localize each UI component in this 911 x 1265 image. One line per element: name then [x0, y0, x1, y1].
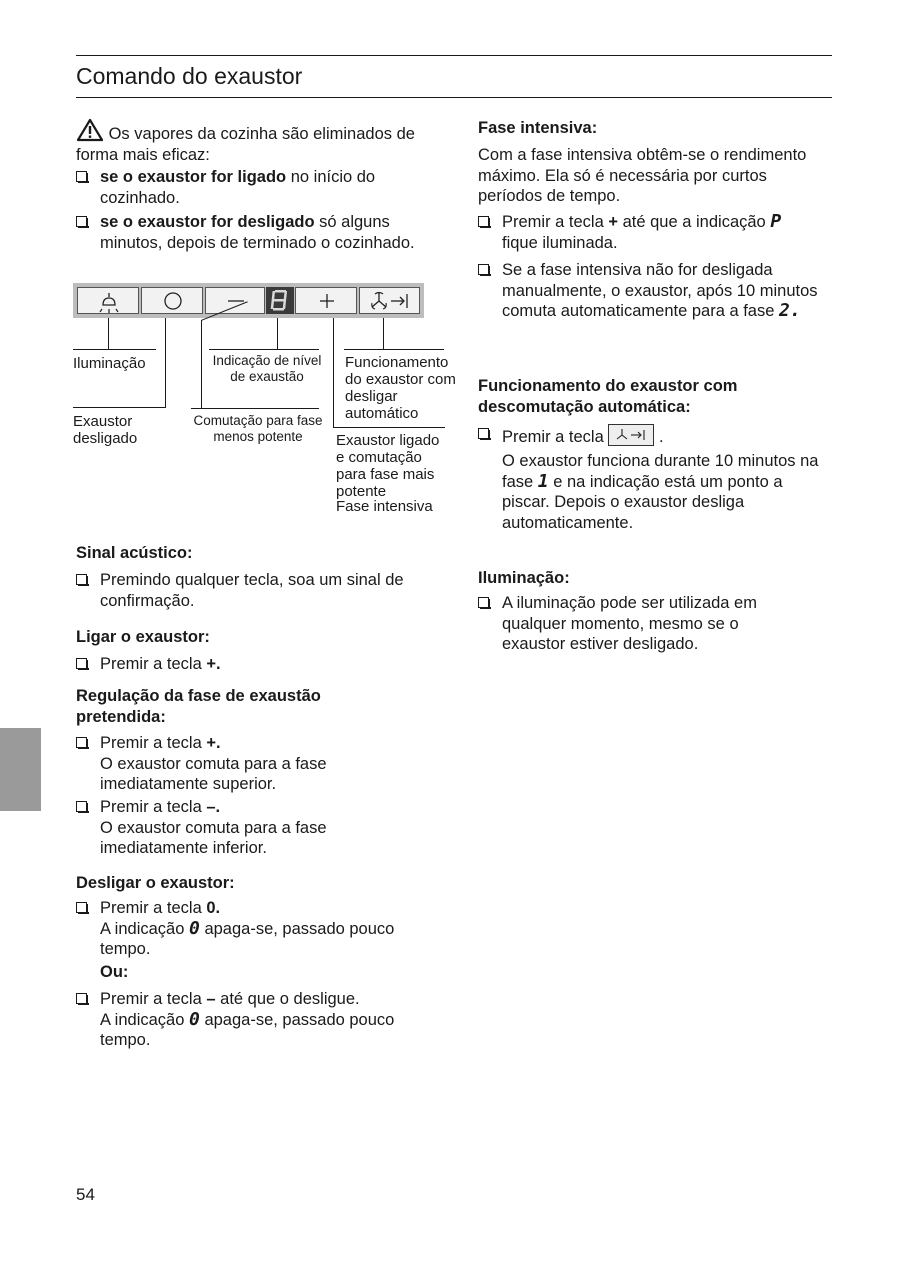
checkbox-bullet-icon	[76, 574, 87, 585]
leader-line	[209, 349, 319, 350]
checkbox-bullet-icon	[478, 597, 489, 608]
leader-line	[333, 427, 445, 428]
plus-icon	[296, 288, 358, 315]
checkbox-bullet-icon	[478, 264, 489, 275]
checkbox-bullet-icon	[478, 428, 489, 439]
auto-off-key	[359, 287, 420, 314]
leader-line	[73, 349, 156, 350]
checkbox-bullet-icon	[76, 216, 87, 227]
fan-timer-icon	[360, 288, 421, 315]
checkbox-bullet-icon	[478, 216, 489, 227]
lamp-icon	[78, 288, 140, 315]
control-panel-diagram	[73, 283, 424, 318]
or-label: Ou:	[100, 963, 129, 981]
auto-paragraph: O exaustor funciona durante 10 minutos na fase 1 e na indicação está um ponto a piscar. Depois o exaustor desliga automaticamente.	[502, 452, 819, 532]
label-auto-off: Funcionamento do exaustor com desligar automático	[345, 354, 456, 422]
intensive-paragraph: Com a fase intensiva obtêm-se o rendimento máximo. Ela só é necessária por curtos períodos de tempo.	[478, 146, 807, 205]
warning-intro: Os vapores da cozinha são eliminados de forma mais eficaz:	[76, 118, 436, 165]
lighting-heading: Iluminação:	[478, 569, 570, 587]
seven-segment-icon	[266, 287, 294, 314]
checkbox-bullet-icon	[76, 737, 87, 748]
digit-display: 0	[189, 917, 200, 939]
circle-zero-icon	[142, 288, 204, 315]
regulation-heading: Regulação da fase de exaustão pretendida:	[76, 687, 321, 726]
top-rule	[76, 55, 832, 56]
label-level-indicator: Indicação de nível de exaustão	[212, 353, 322, 384]
label-intensive: Fase intensiva	[336, 498, 433, 515]
sidebar-tab	[0, 728, 41, 811]
digit-display: 1	[537, 470, 549, 492]
checkbox-bullet-icon	[76, 658, 87, 669]
minus-icon	[206, 288, 266, 315]
leader-line	[108, 318, 109, 350]
label-on-more-powerful: Exaustor ligado e comutação para fase mais potente	[336, 432, 440, 500]
auto-heading: Funcionamento do exaustor com descomutação automática:	[478, 377, 738, 416]
checkbox-bullet-icon	[76, 171, 87, 182]
label-lighting: Iluminação	[73, 355, 146, 372]
checkbox-bullet-icon	[76, 902, 87, 913]
level-display	[266, 287, 294, 314]
label-less-powerful: Comutação para fase menos potente	[193, 413, 323, 444]
leader-line	[333, 318, 334, 428]
light-key	[77, 287, 139, 314]
leader-line	[201, 320, 202, 408]
digit-display: P	[770, 211, 782, 232]
switch-off-heading: Desligar o exaustor:	[76, 874, 235, 892]
minus-key	[205, 287, 265, 314]
warning-icon	[76, 118, 104, 142]
leader-line	[344, 349, 444, 350]
switch-on-heading: Ligar o exaustor:	[76, 628, 210, 646]
leader-line	[73, 407, 166, 408]
off-key	[141, 287, 203, 314]
digit-display: 2.	[779, 300, 801, 321]
leader-line	[165, 318, 166, 408]
acoustic-heading: Sinal acústico:	[76, 544, 193, 562]
checkbox-bullet-icon	[76, 801, 87, 812]
leader-line	[383, 318, 384, 350]
label-off: Exaustor desligado	[73, 413, 138, 447]
title-rule	[76, 97, 832, 98]
page-title: Comando do exaustor	[76, 63, 303, 89]
checkbox-bullet-icon	[76, 993, 87, 1004]
intensive-heading: Fase intensiva:	[478, 119, 598, 137]
leader-line	[277, 318, 278, 350]
auto-off-key-icon	[608, 424, 654, 446]
plus-key	[295, 287, 357, 314]
leader-line	[191, 408, 319, 409]
page-number: 54	[76, 1185, 95, 1204]
digit-display: 0	[189, 1008, 200, 1030]
